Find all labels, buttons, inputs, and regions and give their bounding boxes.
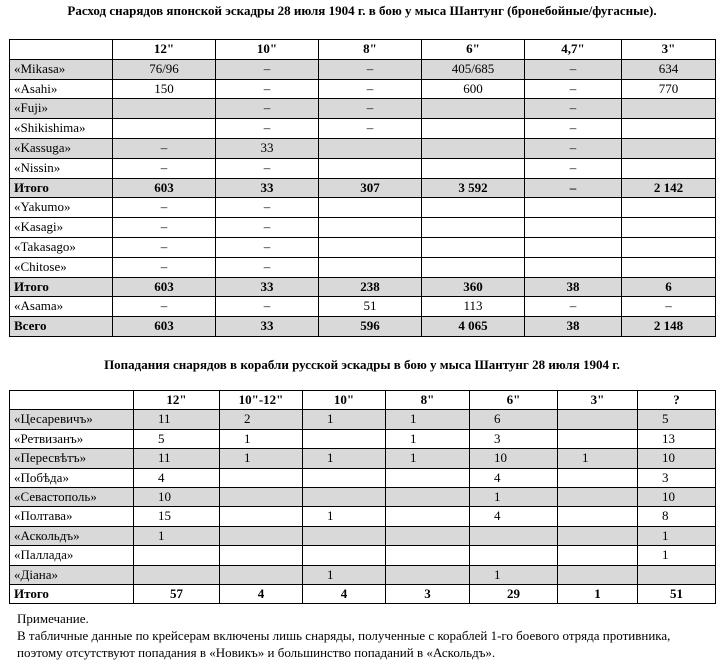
total-row xyxy=(10,277,716,297)
table-cell: 1 xyxy=(220,429,303,448)
table-row xyxy=(10,158,716,178)
table-cell: – xyxy=(216,297,319,317)
table-cell: – xyxy=(216,79,319,99)
row-label: «Chitose» xyxy=(10,257,113,277)
table-cell: 38 xyxy=(525,317,622,337)
table-row xyxy=(10,565,716,584)
table-cell xyxy=(558,410,638,429)
row-label: «Kasagi» xyxy=(10,218,113,238)
table-cell: 1 xyxy=(638,526,716,545)
table-cell: 3 xyxy=(638,468,716,487)
table-cell xyxy=(303,429,386,448)
table-cell: – xyxy=(113,138,216,158)
table-cell: 38 xyxy=(525,277,622,297)
table-cell: 3 xyxy=(470,429,558,448)
table-cell: 5 xyxy=(638,410,716,429)
table-cell: 1 xyxy=(470,488,558,507)
table-cell xyxy=(558,468,638,487)
table-cell: 11 xyxy=(134,449,220,468)
table-cell: 10 xyxy=(470,449,558,468)
table-cell: 4 xyxy=(470,507,558,526)
table-cell: 10 xyxy=(134,488,220,507)
column-header: 12" xyxy=(134,391,220,410)
table-cell: 1 xyxy=(220,449,303,468)
table-cell xyxy=(319,138,422,158)
table-cell: 1 xyxy=(303,565,386,584)
row-label: Итого xyxy=(10,178,113,198)
row-label: «Севастополь» xyxy=(10,488,134,507)
table-cell: 8 xyxy=(638,507,716,526)
table-cell xyxy=(558,565,638,584)
table-cell: 1 xyxy=(134,526,220,545)
table-row xyxy=(10,138,716,158)
table-cell xyxy=(558,507,638,526)
table-cell: – xyxy=(525,138,622,158)
table-cell xyxy=(220,546,303,565)
row-label: «Yakumo» xyxy=(10,198,113,218)
table-cell: – xyxy=(216,119,319,139)
column-header: 12" xyxy=(113,40,216,60)
table-cell xyxy=(113,119,216,139)
table-cell: 1 xyxy=(558,585,638,604)
table-cell: – xyxy=(216,218,319,238)
table-cell: – xyxy=(216,198,319,218)
table-cell: 29 xyxy=(470,585,558,604)
table-cell: 1 xyxy=(638,546,716,565)
table-cell xyxy=(386,488,470,507)
table-cell: 15 xyxy=(134,507,220,526)
row-label: «Паллада» xyxy=(10,546,134,565)
table-cell xyxy=(638,565,716,584)
table-cell: 603 xyxy=(113,178,216,198)
table-row xyxy=(10,546,716,565)
table-cell: 13 xyxy=(638,429,716,448)
table-cell xyxy=(386,526,470,545)
column-header: 3" xyxy=(622,40,716,60)
table-cell xyxy=(319,158,422,178)
table-cell: 1 xyxy=(303,507,386,526)
row-label: «Діана» xyxy=(10,565,134,584)
row-label: «Kassuga» xyxy=(10,138,113,158)
table-cell: 2 xyxy=(220,410,303,429)
table-cell xyxy=(622,138,716,158)
table-cell xyxy=(319,198,422,218)
table-row xyxy=(10,218,716,238)
row-label: Всего xyxy=(10,317,113,337)
row-label: «Пересвѣтъ» xyxy=(10,449,134,468)
table-cell: – xyxy=(216,158,319,178)
row-label: «Asama» xyxy=(10,297,113,317)
table-cell: 596 xyxy=(319,317,422,337)
table-cell xyxy=(386,507,470,526)
table-row xyxy=(10,410,716,429)
table-cell: 51 xyxy=(319,297,422,317)
table-cell xyxy=(525,218,622,238)
row-label: Итого xyxy=(10,277,113,297)
table-cell: – xyxy=(525,158,622,178)
table-cell xyxy=(525,198,622,218)
table-cell: – xyxy=(525,178,622,198)
table-row xyxy=(10,79,716,99)
table-cell: 4 xyxy=(303,585,386,604)
table-cell xyxy=(558,546,638,565)
table-cell xyxy=(422,257,525,277)
table-cell: – xyxy=(216,237,319,257)
table-row xyxy=(10,59,716,79)
table-cell: 33 xyxy=(216,178,319,198)
row-label: «Полтава» xyxy=(10,507,134,526)
table-row xyxy=(10,526,716,545)
table-cell xyxy=(220,488,303,507)
table-cell xyxy=(319,237,422,257)
table-row xyxy=(10,198,716,218)
table-cell: – xyxy=(113,218,216,238)
table-cell: – xyxy=(319,59,422,79)
table2-title: Попадания снарядов в корабли русской эскадры в бою у мыса Шантунг 28 июля 1904 г. xyxy=(104,357,620,372)
table-cell xyxy=(622,218,716,238)
table-cell: 1 xyxy=(386,429,470,448)
column-header: 10" xyxy=(216,40,319,60)
table-cell: – xyxy=(525,99,622,119)
row-label: «Цесаревичъ» xyxy=(10,410,134,429)
table-cell xyxy=(558,488,638,507)
table-cell: 603 xyxy=(113,277,216,297)
table-cell: 5 xyxy=(134,429,220,448)
row-label: «Shikishima» xyxy=(10,119,113,139)
table-row xyxy=(10,429,716,448)
table-cell xyxy=(525,237,622,257)
table-cell: 33 xyxy=(216,317,319,337)
table-cell: 76/96 xyxy=(113,59,216,79)
table-cell: 10 xyxy=(638,449,716,468)
table-row xyxy=(10,468,716,487)
table-cell xyxy=(319,257,422,277)
table-cell: 405/685 xyxy=(422,59,525,79)
table-cell: 4 065 xyxy=(422,317,525,337)
table-cell: – xyxy=(319,119,422,139)
table-cell: – xyxy=(525,59,622,79)
table-cell: – xyxy=(525,119,622,139)
row-label: «Аскольдъ» xyxy=(10,526,134,545)
table-cell: 6 xyxy=(470,410,558,429)
table-cell: – xyxy=(113,198,216,218)
table-row xyxy=(10,237,716,257)
ammunition-expenditure-table xyxy=(9,39,716,337)
table-cell xyxy=(386,565,470,584)
table-cell: 770 xyxy=(622,79,716,99)
hits-table xyxy=(9,390,716,604)
row-label: «Побѣда» xyxy=(10,468,134,487)
row-label: Итого xyxy=(10,585,134,604)
table-row xyxy=(10,297,716,317)
footnote-heading: Примечание. xyxy=(17,611,89,626)
table-cell: – xyxy=(113,158,216,178)
table-cell: 360 xyxy=(422,277,525,297)
total-row xyxy=(10,317,716,337)
table-cell xyxy=(319,218,422,238)
table-cell: 1 xyxy=(303,410,386,429)
table-cell: – xyxy=(622,297,716,317)
column-header: 3" xyxy=(558,391,638,410)
table-cell xyxy=(422,119,525,139)
corner-cell xyxy=(10,391,134,410)
table-cell xyxy=(622,237,716,257)
table-cell: 1 xyxy=(470,565,558,584)
table-cell xyxy=(220,507,303,526)
table-cell xyxy=(220,526,303,545)
table-row xyxy=(10,119,716,139)
row-label: «Mikasa» xyxy=(10,59,113,79)
table-cell xyxy=(134,546,220,565)
footnote-text: В табличные данные по крейсерам включены лишь снаряды, полученные с кораблей 1-го боевого отряда противника, поэтому отсутствуют попадания в «Новикъ» и большинство попаданий в «Аскольдъ». xyxy=(17,628,671,660)
table-cell: – xyxy=(216,59,319,79)
table-cell: 1 xyxy=(386,449,470,468)
table-row xyxy=(10,257,716,277)
table-cell: 51 xyxy=(638,585,716,604)
table-cell: 634 xyxy=(622,59,716,79)
table-cell: 2 148 xyxy=(622,317,716,337)
row-label: «Asahi» xyxy=(10,79,113,99)
table-cell: 238 xyxy=(319,277,422,297)
table-cell: – xyxy=(525,79,622,99)
table-cell xyxy=(422,158,525,178)
table-cell: 4 xyxy=(470,468,558,487)
column-header: 4,7" xyxy=(525,40,622,60)
table-cell xyxy=(113,99,216,119)
table-cell xyxy=(422,237,525,257)
table-cell: 150 xyxy=(113,79,216,99)
table-cell xyxy=(525,257,622,277)
table-cell xyxy=(386,546,470,565)
table-cell: 1 xyxy=(386,410,470,429)
table-cell: 307 xyxy=(319,178,422,198)
row-label: «Ретвизанъ» xyxy=(10,429,134,448)
table-cell xyxy=(303,526,386,545)
table-cell xyxy=(386,468,470,487)
total-row xyxy=(10,178,716,198)
table-cell xyxy=(470,526,558,545)
table-cell: 600 xyxy=(422,79,525,99)
table-cell: – xyxy=(113,297,216,317)
table-cell xyxy=(422,138,525,158)
table-cell xyxy=(303,468,386,487)
row-label: «Nissin» xyxy=(10,158,113,178)
header-row xyxy=(10,40,716,60)
table-row xyxy=(10,449,716,468)
table-cell xyxy=(622,257,716,277)
footnote xyxy=(17,610,717,661)
table-cell: 4 xyxy=(134,468,220,487)
table-row xyxy=(10,488,716,507)
column-header: ? xyxy=(638,391,716,410)
column-header: 10"-12" xyxy=(220,391,303,410)
table-cell: – xyxy=(319,79,422,99)
total-row xyxy=(10,585,716,604)
table-cell xyxy=(303,546,386,565)
table-cell: 1 xyxy=(303,449,386,468)
table-cell xyxy=(422,99,525,119)
table-cell: 33 xyxy=(216,277,319,297)
table-cell xyxy=(558,526,638,545)
table-cell xyxy=(622,99,716,119)
column-header: 6" xyxy=(470,391,558,410)
column-header: 8" xyxy=(319,40,422,60)
table-cell: 1 xyxy=(558,449,638,468)
row-label: «Takasago» xyxy=(10,237,113,257)
table-cell: – xyxy=(113,257,216,277)
table-cell: – xyxy=(216,257,319,277)
table-cell: 3 xyxy=(386,585,470,604)
table-cell xyxy=(303,488,386,507)
table-cell xyxy=(470,546,558,565)
table-cell: – xyxy=(113,237,216,257)
table-row xyxy=(10,99,716,119)
table-cell xyxy=(422,218,525,238)
table-cell xyxy=(558,429,638,448)
table-cell: 57 xyxy=(134,585,220,604)
table-cell xyxy=(622,198,716,218)
table-cell xyxy=(220,565,303,584)
column-header: 8" xyxy=(386,391,470,410)
column-header: 6" xyxy=(422,40,525,60)
table-cell: 10 xyxy=(638,488,716,507)
table-cell: 2 142 xyxy=(622,178,716,198)
table-cell: – xyxy=(319,99,422,119)
table-cell: 113 xyxy=(422,297,525,317)
table-cell xyxy=(422,198,525,218)
table-cell xyxy=(622,119,716,139)
table-cell: 603 xyxy=(113,317,216,337)
table-cell xyxy=(622,158,716,178)
column-header: 10" xyxy=(303,391,386,410)
table-cell xyxy=(134,565,220,584)
corner-cell xyxy=(10,40,113,60)
row-label: «Fuji» xyxy=(10,99,113,119)
table-cell: – xyxy=(216,99,319,119)
table-cell: – xyxy=(525,297,622,317)
table-cell: 33 xyxy=(216,138,319,158)
table-cell: 3 592 xyxy=(422,178,525,198)
table-row xyxy=(10,507,716,526)
table-cell xyxy=(220,468,303,487)
header-row xyxy=(10,391,716,410)
table1-title: Расход снарядов японской эскадры 28 июля 1904 г. в бою у мыса Шантунг (бронебойные/фугасные). xyxy=(67,3,657,18)
table-cell: 4 xyxy=(220,585,303,604)
table-cell: 11 xyxy=(134,410,220,429)
table-cell: 6 xyxy=(622,277,716,297)
